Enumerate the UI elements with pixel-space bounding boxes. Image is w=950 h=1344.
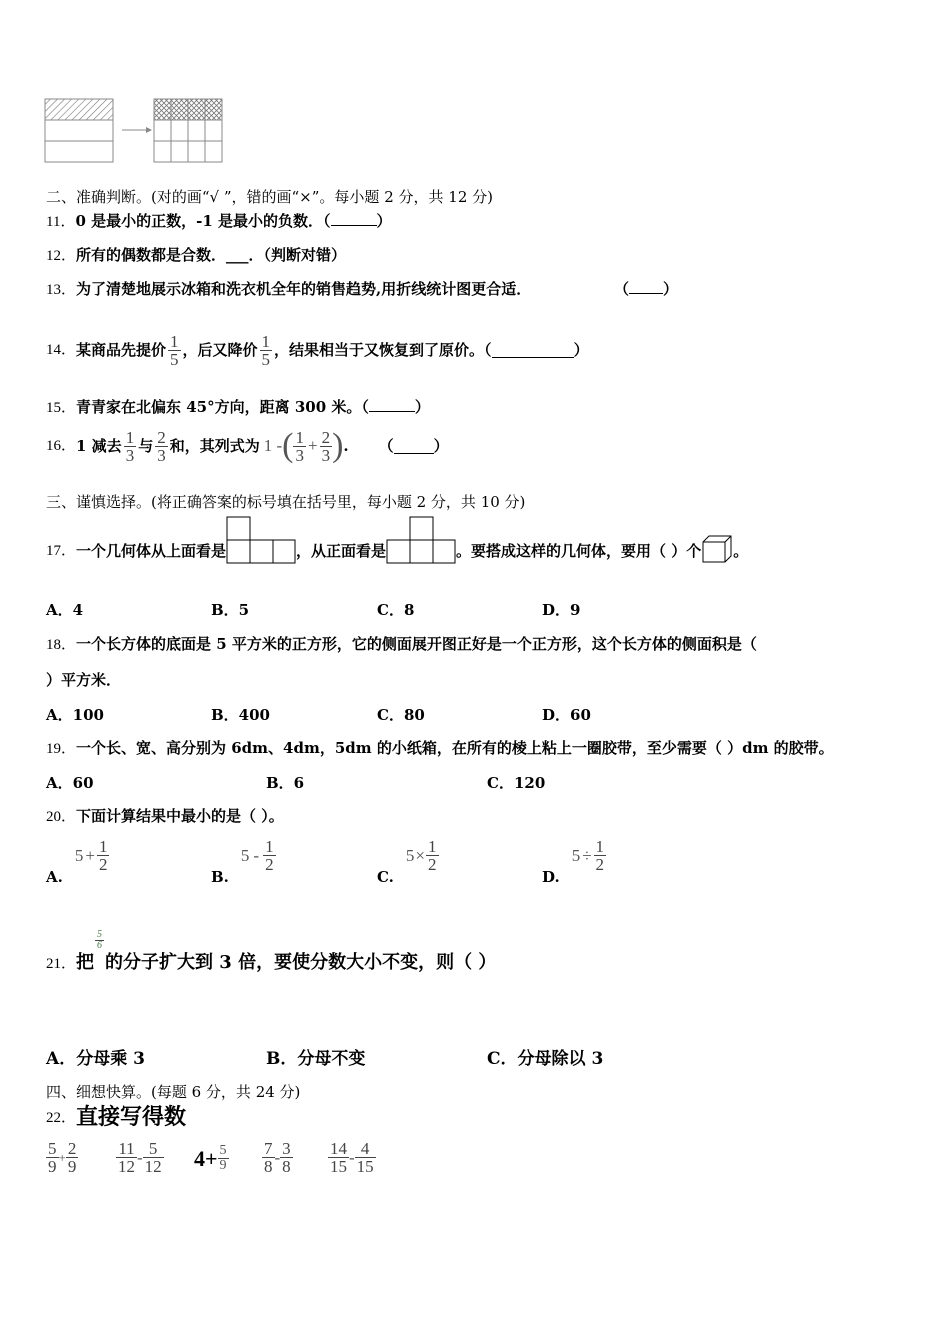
question-18-cont: ）平方米．: [46, 671, 122, 689]
q21-option-c[interactable]: C．分母除以 3: [487, 1049, 604, 1069]
question-21: 21． 把 $\frac{5}{6}$ 的分子扩大到 3 倍，要使分数大小不变，则（ ）: [46, 929, 497, 973]
q18-option-d[interactable]: D．60: [542, 706, 591, 724]
calc-item-3: 4+ $\frac{5}{9}$: [194, 1143, 227, 1173]
question-22: 22． 直接写得数: [46, 1104, 187, 1130]
section4-header: 四、细想快算。(每题 6 分，共 24 分): [46, 1083, 301, 1101]
front-view-shape: [386, 516, 456, 564]
expression: 1 - ( $\frac{1}{3}$ + $\frac{2}{3}$ ): [263, 427, 344, 465]
fraction: $\frac{1}{5}$: [261, 331, 271, 369]
q19-option-c[interactable]: C．120: [487, 774, 546, 792]
left-rectangle: [45, 99, 113, 162]
answer-blank[interactable]: [492, 343, 574, 358]
q19-option-a[interactable]: A．60: [46, 774, 94, 792]
q20-option-a[interactable]: A. 5 + $\frac{1}{2}$: [46, 837, 108, 886]
question-16: 16． 1 减去 $\frac{1}{3}$ 与 $\frac{2}{3}$ 和，其列式为 1 - ( $\frac{1}{3}$ + $\frac{2}{3}$ ) . （ ）: [46, 427, 449, 465]
q17-option-d[interactable]: D．9: [542, 601, 581, 619]
question-19: 19．一个长、宽、高分别为 6dm、4dm，5dm 的小纸箱，在所有的棱上粘上一圈胶带，至少需要（ ）dm 的胶带。: [46, 739, 834, 757]
fraction: $\frac{5}{6}$: [97, 929, 103, 951]
fraction: $\frac{1}{5}$: [170, 331, 179, 369]
q21-option-a[interactable]: A．分母乘 3: [46, 1049, 145, 1069]
cube-icon: [701, 534, 733, 564]
q20-option-d[interactable]: D. 5 ÷ $\frac{1}{2}$: [542, 837, 605, 886]
question-11: 11．0 是最小的正数，-1 是最小的负数．（ ）: [46, 212, 392, 230]
question-12: 12．所有的偶数都是合数．___．（判断对错）: [46, 246, 347, 264]
answer-blank[interactable]: [369, 397, 415, 412]
question-13: 13．为了清楚地展示冰箱和洗衣机全年的销售趋势,用折线统计图更合适．: [46, 280, 532, 298]
question-20: 20．下面计算结果中最小的是（ ）。: [46, 807, 284, 825]
calc-item-1: $\frac{5}{9}$ + $\frac{2}{9}$: [48, 1139, 77, 1176]
section3-header: 三、谨慎选择。(将正确答案的标号填在括号里，每小题 2 分，共 10 分): [46, 493, 526, 511]
question-17: 17． 一个几何体从上面看是 ，从正面看是 。要搭成这样的几何体，要用（ ）个 。: [46, 514, 748, 566]
answer-blank[interactable]: [629, 279, 663, 294]
q18-option-c[interactable]: C．80: [377, 706, 425, 724]
question-13-answer: （ ）: [614, 280, 679, 298]
question-15: 15．青青家在北偏东 45°方向，距离 300 米。（ ）: [46, 398, 430, 416]
q20-option-c[interactable]: C. 5 × $\frac{1}{2}$: [377, 837, 437, 886]
right-grid: [154, 99, 222, 162]
question-18: 18．一个长方体的底面是 5 平方米的正方形，它的侧面展开图正好是一个正方形，这个长方体的侧面积是（: [46, 635, 757, 653]
q17-option-c[interactable]: C．8: [377, 601, 415, 619]
question-14: 14． 某商品先提价 $\frac{1}{5}$ ，后又降价 $\frac{1}{5}$ ，结果相当于又恢复到了原价。（ ）: [46, 331, 589, 369]
calc-item-4: $\frac{7}{8}$ - $\frac{3}{8}$: [264, 1139, 291, 1176]
top-view-shape: [226, 516, 296, 564]
calc-item-5: $\frac{14}{15}$ - $\frac{4}{15}$: [330, 1139, 374, 1176]
fraction-diagram: [44, 98, 226, 164]
q21-option-b[interactable]: B．分母不变: [266, 1049, 366, 1069]
arrow-icon: [122, 127, 152, 133]
fraction: $\frac{1}{3}$: [125, 427, 135, 465]
calc-item-2: $\frac{11}{12}$ - $\frac{5}{12}$: [118, 1139, 162, 1176]
q18-option-b[interactable]: B．400: [211, 706, 270, 724]
q17-option-a[interactable]: A．4: [46, 601, 84, 619]
answer-blank[interactable]: [394, 439, 434, 454]
q20-option-b[interactable]: B. 5 - $\frac{1}{2}$: [211, 837, 274, 886]
fraction: $\frac{2}{3}$: [157, 427, 166, 465]
answer-blank[interactable]: [331, 211, 377, 226]
section2-header: 二、准确判断。(对的画“√ ”，错的画“×”。每小题 2 分，共 12 分): [46, 188, 493, 206]
q18-option-a[interactable]: A．100: [46, 706, 104, 724]
q17-option-b[interactable]: B．5: [211, 601, 250, 619]
q19-option-b[interactable]: B．6: [266, 774, 305, 792]
